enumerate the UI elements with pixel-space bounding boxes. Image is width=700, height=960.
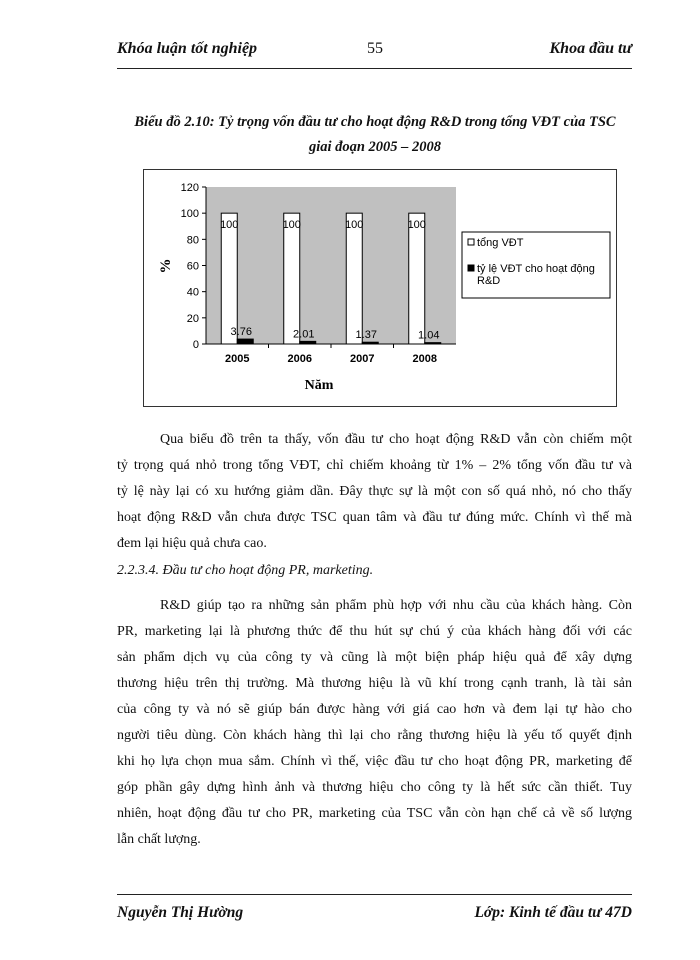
text-line: người tiêu dùng. Còn khách hàng thì lại cho rằng thương hiệu là yếu tố quyết định [117, 728, 632, 743]
header-rule [117, 68, 632, 69]
y-tick-label: 120 [180, 182, 199, 194]
x-tick-label: 2008 [412, 353, 437, 365]
y-tick-label: 100 [180, 208, 199, 221]
legend-label: tỷ lệ VĐT cho hoạt động [477, 263, 595, 275]
paragraph-1 [117, 427, 632, 557]
data-label: 2.01 [293, 328, 315, 341]
text-line: tỷ trọng quá nhỏ trong tổng VĐT, chỉ chiếm khoảng từ 1% – 2% tổng vốn đầu tư và [117, 458, 632, 473]
data-label: 1.04 [418, 329, 440, 342]
data-label: 3.76 [230, 326, 252, 339]
text-line: góp phần gây dựng hình ảnh và thương hiệu cho công ty là hết sức cần thiết. Tuy [117, 780, 632, 795]
data-label: 1.37 [355, 329, 377, 342]
header-faculty: Khoa đầu tư [549, 40, 632, 57]
x-tick-label: 2006 [287, 353, 312, 365]
bar-rd [425, 343, 441, 344]
footer-author: Nguyễn Thị Hường [117, 904, 244, 921]
text-line: lẫn chất lượng. [117, 832, 201, 847]
y-axis-title: % [158, 258, 174, 274]
y-tick-label: 60 [186, 260, 199, 273]
legend-swatch [468, 239, 474, 245]
text-line: PR, marketing lại là phương thức để thu hút sự chú ý của khách hàng đối với các [117, 624, 632, 639]
footer-rule [117, 894, 632, 895]
caption-line-2: giai đoạn 2005 – 2008 [308, 139, 442, 155]
bar-rd [362, 342, 378, 344]
bar-total [221, 213, 237, 344]
footer-class: Lớp: Kinh tế đầu tư 47D [474, 904, 632, 921]
caption-line-1: Biểu đồ 2.10: Tỷ trọng vốn đầu tư cho hoạt động R&D trong tổng VĐT của TSC [134, 114, 616, 130]
text-line: đem lại hiệu quả chưa cao. [117, 536, 267, 551]
y-tick-label: 80 [186, 234, 199, 247]
text-line: khi họ lựa chọn mua sắm. Chính vì thế, việc đầu tư cho hoạt động PR, marketing để [117, 754, 632, 769]
x-tick-label: 2007 [350, 353, 375, 365]
legend-label: R&D [477, 275, 501, 287]
bar-rd [237, 339, 253, 344]
bar-total [346, 213, 362, 344]
bar-total [284, 213, 300, 344]
text-line: thương hiệu trên thị trường. Mà thương hiệu là vũ khí trong cạnh tranh, là tài sản [117, 676, 632, 691]
section-heading: 2.2.3.4. Đầu tư cho hoạt động PR, marketing. [117, 563, 374, 578]
data-label: 100 [407, 219, 426, 232]
data-label: 100 [282, 219, 301, 232]
bar-total [409, 213, 425, 344]
legend-label: tổng VĐT [477, 237, 524, 249]
text-line: Qua biểu đồ trên ta thấy, vốn đầu tư cho hoạt động R&D vẫn còn chiếm một [160, 432, 632, 447]
bar-chart [144, 170, 616, 406]
text-line: tỷ lệ này lại có xu hướng giảm dần. Đây thực sự là một con số quá nhỏ, nó cho thấy [117, 484, 632, 499]
text-line: nhiên, hoạt động đầu tư cho PR, marketing của TSC vẫn còn hạn chế cả về số lượng [117, 806, 632, 821]
y-tick-label: 40 [186, 286, 199, 299]
paragraph-2 [117, 593, 632, 853]
chart-caption [110, 110, 640, 160]
page-header [117, 36, 632, 62]
data-label: 100 [220, 219, 239, 232]
data-label: 100 [345, 219, 364, 232]
x-axis-title: Năm [304, 378, 334, 393]
page-number: 55 [367, 40, 383, 57]
bar-rd [300, 341, 316, 344]
text-line: R&D giúp tạo ra những sản phẩm phù hợp với nhu cầu của khách hàng. Còn [160, 598, 632, 613]
y-tick-label: 0 [192, 339, 199, 351]
text-line: hoạt động R&D vẫn chưa được TSC quan tâm và đầu tư đúng mức. Chính vì thế mà [117, 510, 632, 525]
y-tick-label: 20 [186, 312, 199, 325]
legend-swatch [468, 265, 474, 271]
text-line: sản phẩm dịch vụ của công ty và cũng là một biện pháp hiệu quả để xây dựng [117, 650, 632, 665]
header-thesis-title: Khóa luận tốt nghiệp [117, 40, 258, 57]
text-line: của công ty và nó sẽ giúp bán được hàng với giá cao hơn và đem lại tự hào cho [117, 702, 632, 717]
chart-frame [143, 169, 617, 407]
x-tick-label: 2005 [225, 353, 250, 365]
